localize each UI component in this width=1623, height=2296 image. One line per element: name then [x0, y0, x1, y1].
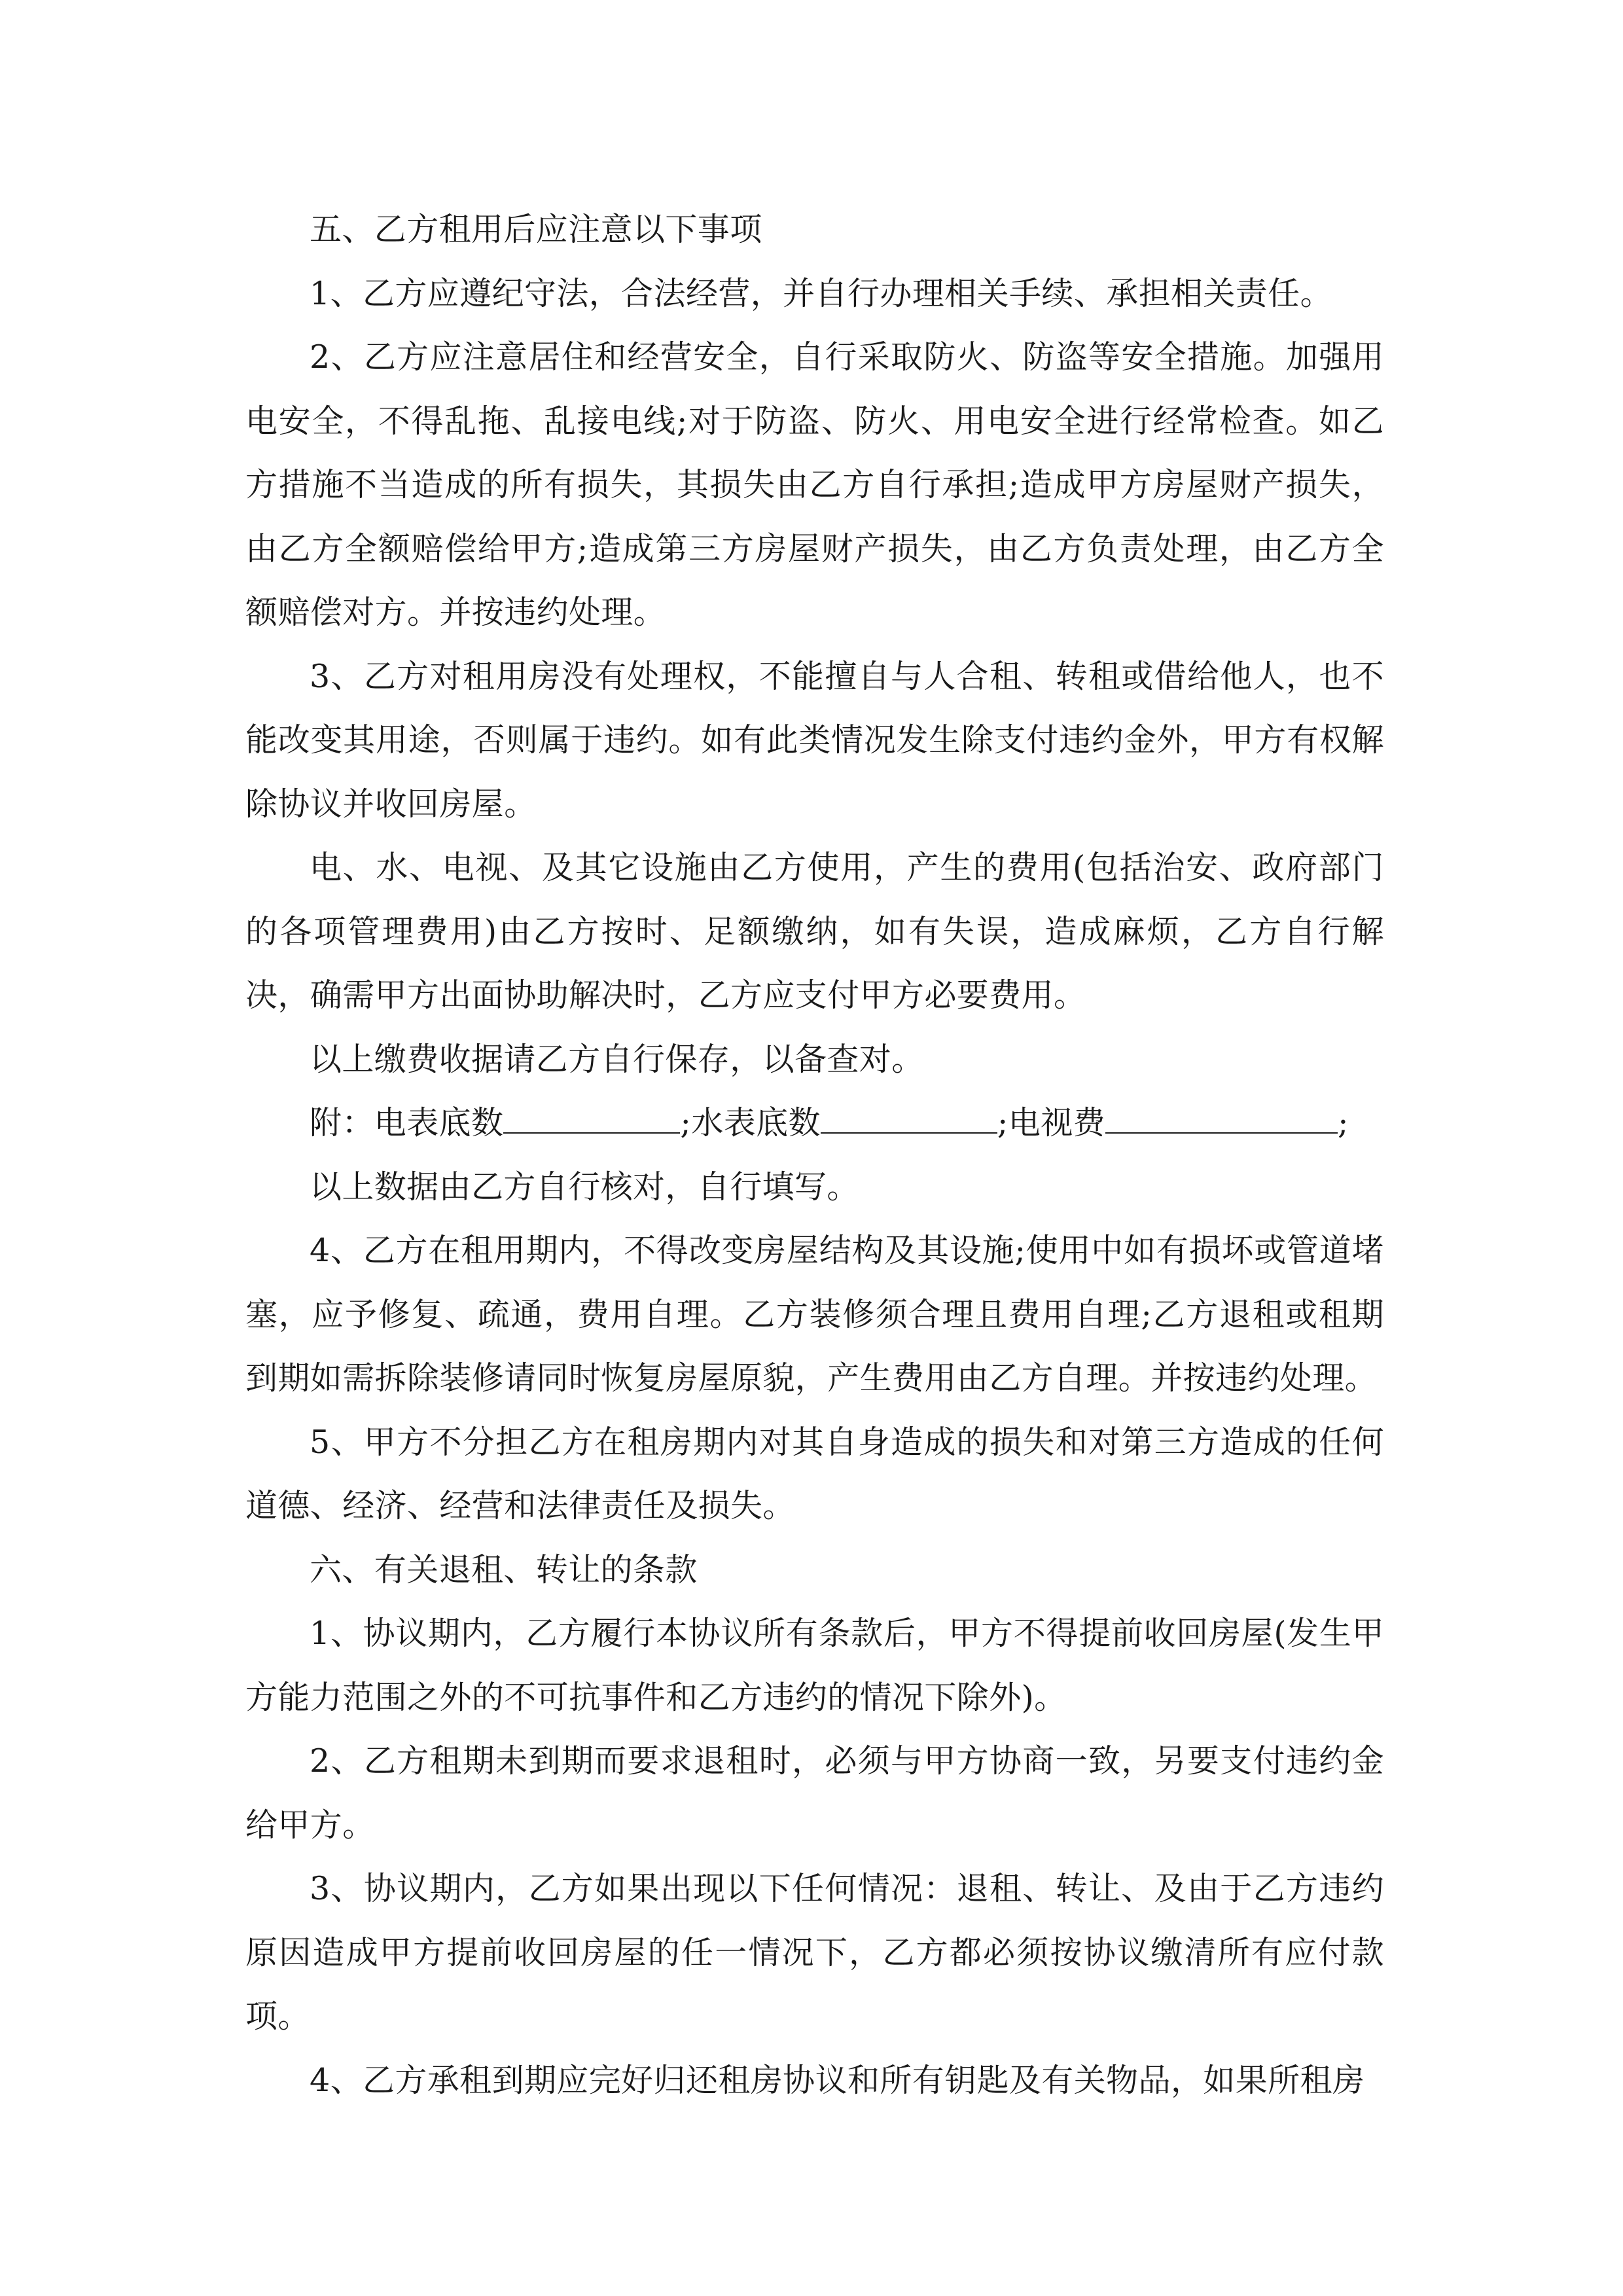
section-heading-5: 五、乙方租用后应注意以下事项: [310, 211, 762, 248]
document-page: [245, 198, 1384, 2112]
clause-5-4: 4、乙方在租用期内，不得改变房屋结构及其设施;使用中如有损坏或管道堵塞，应予修复、疏通，费用自理。乙方装修须合理且费用自理;乙方退租或租期到期如需拆除装修请同时恢复房屋原貌，产生费用由乙方自理。并按违约处理。: [245, 1232, 1384, 1397]
clause-5-3: 3、乙方对租用房没有处理权，不能擅自与人合租、转租或借给他人，也不能改变其用途，否则属于违约。如有此类情况发生除支付违约金外，甲方有权解除协议并收回房屋。: [245, 657, 1384, 823]
meter-sep-water: ;水表底数: [680, 1104, 821, 1141]
meter-sep-tv: ;电视费: [997, 1104, 1106, 1141]
meter-suffix: ;: [1338, 1104, 1349, 1141]
meter-prefix: 附：电表底数: [310, 1104, 504, 1141]
electric-meter-blank[interactable]: [503, 1094, 680, 1134]
meter-readings-line: [245, 1091, 1384, 1155]
clause-5-1: 1、乙方应遵纪守法，合法经营，并自行办理相关手续、承担相关责任。: [310, 274, 1332, 312]
water-meter-blank[interactable]: [821, 1094, 997, 1134]
clause-5-5: 5、甲方不分担乙方在租房期内对其自身造成的损失和对第三方造成的任何道德、经济、经营和法律责任及损失。: [245, 1423, 1384, 1524]
clause-6-3: 3、协议期内，乙方如果出现以下任何情况：退租、转让、及由于乙方违约原因造成甲方提前收回房屋的任一情况下，乙方都必须按协议缴清所有应付款项。: [245, 1870, 1384, 2035]
receipts-paragraph: 以上缴费收据请乙方自行保存，以备查对。: [310, 1040, 924, 1078]
clause-6-1: 1、协议期内，乙方履行本协议所有条款后，甲方不得提前收回房屋(发生甲方能力范围之外的不可抗事件和乙方违约的情况下除外)。: [245, 1615, 1384, 1716]
section-heading-6: 六、有关退租、转让的条款: [310, 1551, 698, 1588]
clause-6-4: 4、乙方承租到期应完好归还租房协议和所有钥匙及有关物品，如果所租房: [310, 2061, 1365, 2099]
clause-6-2: 2、乙方租期未到期而要求退租时，必须与甲方协商一致，另要支付违约金给甲方。: [245, 1742, 1384, 1844]
tv-fee-blank[interactable]: [1105, 1094, 1338, 1134]
self-check-paragraph: 以上数据由乙方自行核对，自行填写。: [310, 1168, 859, 1206]
clause-5-2: 2、乙方应注意居住和经营安全，自行采取防火、防盗等安全措施。加强用电安全，不得乱拖、乱接电线;对于防盗、防火、用电安全进行经常检查。如乙方措施不当造成的所有损失，其损失由乙方自行承担;造成甲方房屋财产损失，由乙方全额赔偿给甲方;造成第三方房屋财产损失，由乙方负责处理，由乙方全额赔偿对方。并按违约处理。: [245, 338, 1384, 631]
utilities-paragraph: 电、水、电视、及其它设施由乙方使用，产生的费用(包括治安、政府部门的各项管理费用)由乙方按时、足额缴纳，如有失误，造成麻烦，乙方自行解决，确需甲方出面协助解决时，乙方应支付甲方必要费用。: [245, 849, 1384, 1014]
